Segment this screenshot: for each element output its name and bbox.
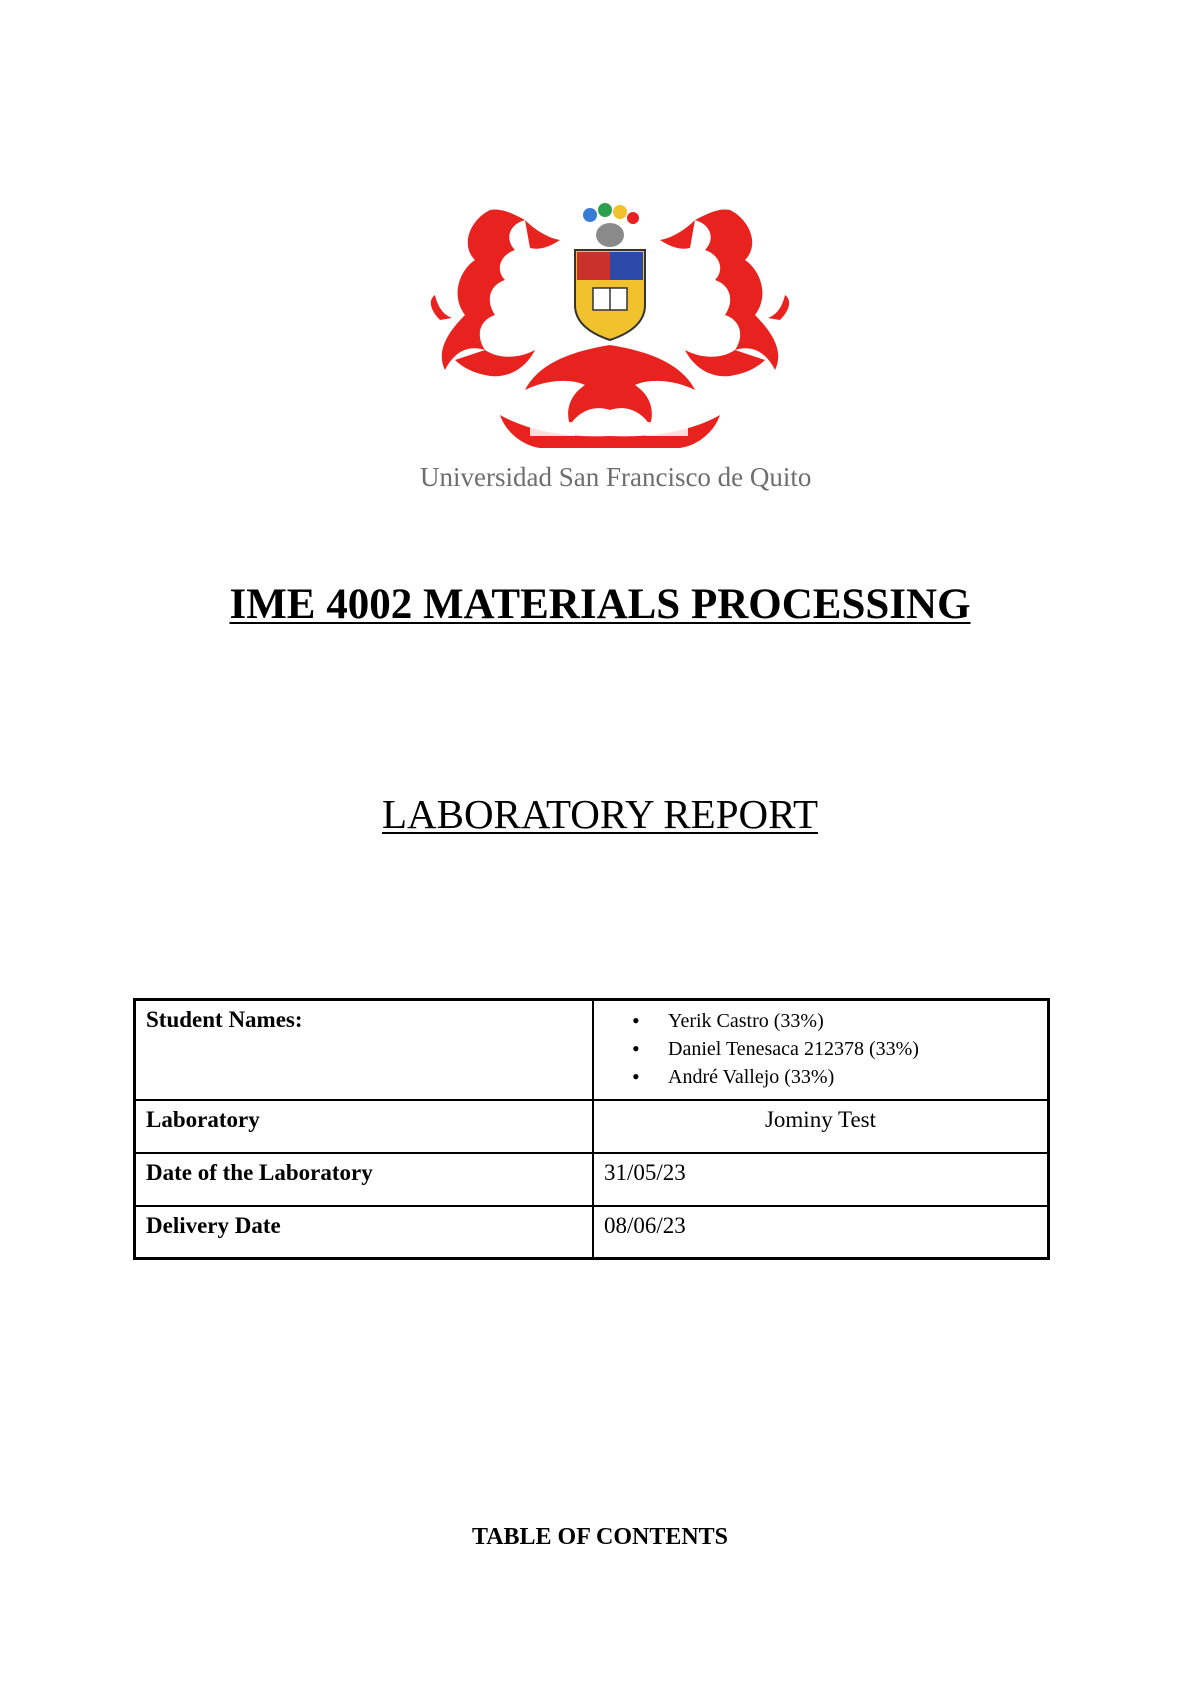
university-crest-icon: [430, 200, 790, 460]
list-item: • Daniel Tenesaca 212378 (33%): [668, 1035, 1037, 1063]
report-info-table: [133, 998, 1050, 1260]
delivery-date-value: 08/06/23: [593, 1206, 1049, 1259]
laboratory-value: Jominy Test: [593, 1100, 1049, 1153]
table-row: [135, 1153, 1049, 1206]
report-title: LABORATORY REPORT: [381, 791, 819, 837]
laboratory-label: Laboratory: [135, 1100, 594, 1153]
course-title: IME 4002 MATERIALS PROCESSING: [229, 581, 971, 628]
university-name: Universidad San Francisco de Quito: [420, 462, 812, 492]
students-cell: [593, 1000, 1049, 1101]
list-item: • Yerik Castro (33%): [668, 1007, 1037, 1035]
students-list: [604, 1007, 1037, 1091]
lab-date-value: 31/05/23: [593, 1153, 1049, 1206]
toc-heading: TABLE OF CONTENTS: [471, 1524, 729, 1550]
delivery-date-label: Delivery Date: [135, 1206, 594, 1259]
lab-date-label: Date of the Laboratory: [135, 1153, 594, 1206]
university-logo: [420, 200, 812, 505]
table-row: [135, 1206, 1049, 1259]
table-row: [135, 1000, 1049, 1101]
list-item: • André Vallejo (33%): [668, 1063, 1037, 1091]
table-row: [135, 1100, 1049, 1153]
students-label: Student Names:: [135, 1000, 594, 1101]
